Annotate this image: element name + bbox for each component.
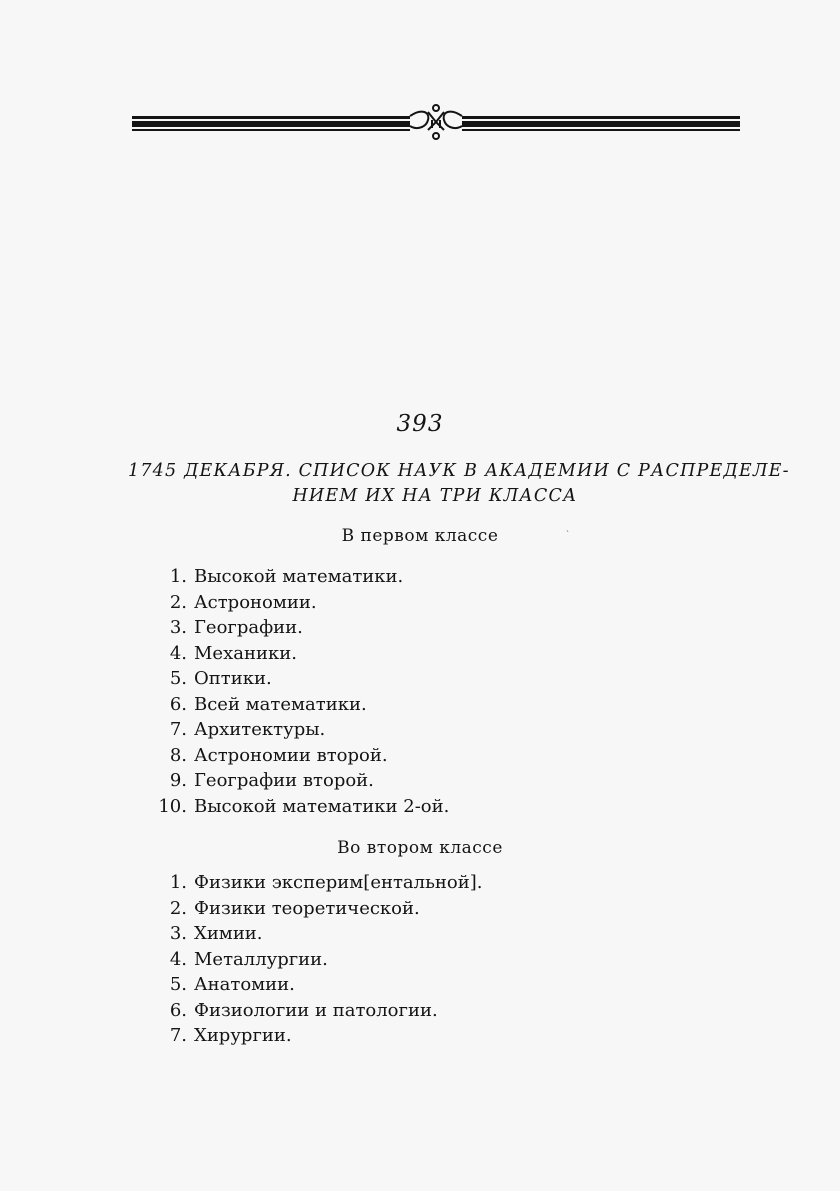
item-number: 1. [169, 566, 187, 587]
section-heading-second-class: Во втором классе [337, 838, 503, 858]
item-text: Физики теоретической. [194, 897, 420, 919]
item-text: Хирургии. [194, 1025, 292, 1046]
stray-mark: ˎ [566, 523, 569, 533]
item-text: Физиологии и патологии. [194, 999, 438, 1021]
item-number: 5. [169, 668, 187, 689]
list-item [150, 564, 449, 590]
item-number: 5. [169, 974, 187, 995]
list-item [150, 692, 449, 718]
item-text: Физики эксперим[ентальной]. [194, 872, 483, 893]
list-item [150, 768, 449, 794]
list-item [150, 998, 482, 1024]
item-number: 7. [169, 719, 187, 740]
item-number: 2. [169, 897, 187, 919]
item-number: 3. [169, 923, 187, 944]
item-number: 10. [158, 795, 187, 817]
list-item [150, 870, 482, 896]
document-title [128, 459, 790, 509]
header-ornament [132, 102, 740, 142]
item-text: Высокой математики 2-ой. [194, 795, 450, 817]
list-item [150, 717, 449, 743]
item-text: Высокой математики. [194, 566, 404, 587]
list-item [150, 615, 449, 641]
item-text: Всей математики. [194, 693, 367, 715]
item-number: 4. [169, 642, 187, 664]
item-number: 2. [169, 591, 187, 613]
item-text: Металлургии. [194, 948, 328, 970]
list-item [150, 794, 449, 820]
list-item [150, 590, 449, 616]
title-line-1: 1745 ДЕКАБРЯ. СПИСОК НАУК В АКАДЕМИИ С РАСПРЕДЕЛЕ- [128, 461, 790, 481]
item-text: Химии. [194, 923, 263, 944]
document-number: 393 [396, 411, 444, 437]
list-item [150, 947, 482, 973]
item-number: 1. [169, 872, 187, 893]
item-text: Анатомии. [194, 974, 295, 995]
item-number: 7. [169, 1025, 187, 1046]
item-text: Оптики. [194, 668, 272, 689]
item-number: 9. [169, 770, 187, 791]
list-item [150, 1023, 482, 1049]
item-number: 4. [169, 948, 187, 970]
list-item [150, 921, 482, 947]
second-class-list [150, 870, 482, 1049]
item-text: Астрономии второй. [194, 744, 388, 766]
list-item [150, 641, 449, 667]
section-heading-first-class: В первом классе [341, 526, 499, 546]
list-item [150, 666, 449, 692]
first-class-list [150, 564, 449, 819]
item-number: 6. [169, 999, 187, 1021]
item-text: Механики. [194, 642, 297, 664]
title-line-2: НИЕМ ИХ НА ТРИ КЛАССА [292, 486, 578, 506]
list-item [150, 743, 449, 769]
item-text: Географии второй. [194, 770, 374, 791]
item-text: Географии. [194, 617, 303, 638]
list-item [150, 972, 482, 998]
item-number: 3. [169, 617, 187, 638]
item-text: Архитектуры. [194, 719, 326, 740]
item-number: 8. [169, 744, 187, 766]
list-item [150, 896, 482, 922]
item-text: Астрономии. [194, 591, 317, 613]
item-number: 6. [169, 693, 187, 715]
